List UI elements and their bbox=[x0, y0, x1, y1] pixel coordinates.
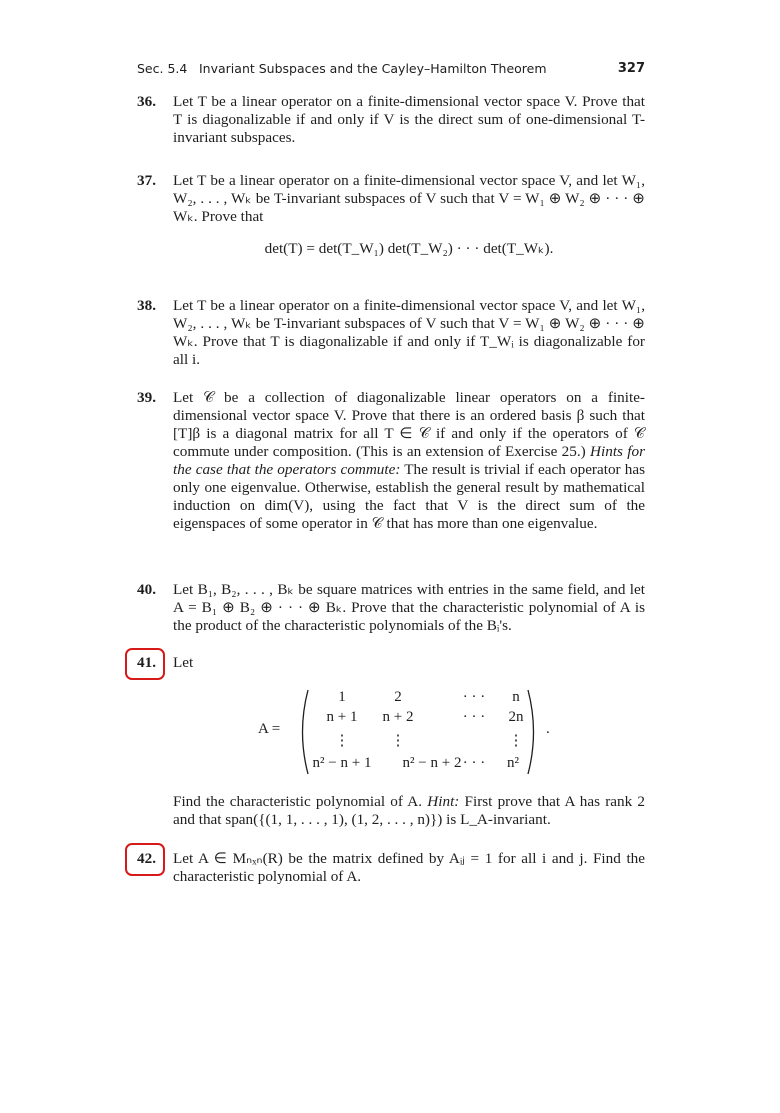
exercise-question: Find the characteristic polynomial of A. bbox=[173, 793, 423, 810]
exercise-39 bbox=[137, 389, 645, 533]
hint-label: Hint: bbox=[427, 793, 460, 810]
hint-text: First prove that A has rank 2 and that span({(1, 1, . . . , 1), (1, 2, . . . , n)}) is L_A-invariant. bbox=[173, 793, 646, 828]
exercise-number: 41. bbox=[137, 654, 156, 671]
matrix-cell: ⋮ bbox=[508, 733, 524, 749]
exercise-41-body bbox=[137, 793, 645, 829]
exercise-text: Let A ∈ Mₙₓₙ(R) be the matrix defined by Aᵢⱼ = 1 for all i and j. Find the characteristic polynomial of A. bbox=[173, 850, 645, 885]
hint-text: The result is trivial if each operator has only one eigenvalue. Otherwise, establish the general result by mathematical induction on dim(V), using the fact that V is the direct sum of the eigenspaces of some operator in 𝒞 that has more than one eigenvalue. bbox=[173, 461, 645, 532]
exercise-number: 39. bbox=[137, 389, 156, 406]
matrix-cell: n + 1 bbox=[326, 709, 358, 725]
exercise-text: Let T be a linear operator on a finite-dimensional vector space V. Prove that T is diagonalizable if and only if V is the direct sum of one-dimensional T-invariant subspaces. bbox=[173, 93, 645, 146]
right-paren bbox=[526, 688, 540, 776]
matrix-cell: n² − n + 1 bbox=[312, 755, 372, 771]
matrix-label: A = bbox=[258, 721, 281, 737]
exercise-38 bbox=[137, 297, 645, 369]
exercise-36 bbox=[137, 93, 645, 147]
exercise-41 bbox=[137, 654, 645, 672]
exercise-number: 37. bbox=[137, 172, 156, 189]
exercise-42 bbox=[137, 850, 645, 886]
exercise-text: Let B₁, B₂, . . . , Bₖ be square matrices with entries in the same field, and let A = B₁ ⊕ B₂ ⊕ · · · ⊕ Bₖ. Prove that the characteristic polynomial of A is the product of the characteristic polynomials of the Bᵢ's. bbox=[173, 581, 645, 634]
matrix-cell: n² bbox=[507, 755, 519, 771]
section-label: Sec. 5.4 bbox=[137, 61, 188, 76]
matrix-cell: ⋮ bbox=[334, 733, 350, 749]
exercise-intro: Let bbox=[173, 654, 194, 671]
hint-label: Hints for the case that the operators commute: bbox=[173, 443, 645, 478]
matrix-cell: 2 bbox=[394, 689, 402, 705]
exercise-number: 42. bbox=[137, 850, 156, 867]
exercise-number: 38. bbox=[137, 297, 156, 314]
matrix-period: . bbox=[546, 721, 550, 737]
exercise-40 bbox=[137, 581, 645, 635]
matrix-cell: ⋮ bbox=[390, 733, 406, 749]
exercise-text: Let T be a linear operator on a finite-dimensional vector space V, and let W₁, W₂, . . . , Wₖ be T-invariant subspaces of V such that V = W₁ ⊕ W₂ ⊕ · · · ⊕ Wₖ. Prove that bbox=[173, 172, 645, 225]
matrix-cell: · · · bbox=[462, 755, 486, 771]
exercise-text bbox=[173, 389, 645, 533]
exercise-text: Let T be a linear operator on a finite-dimensional vector space V, and let W₁, W₂, . . . , Wₖ be T-invariant subspaces of V such that V = W₁ ⊕ W₂ ⊕ · · · ⊕ Wₖ. Prove that T is diagonalizable if and only if T_Wᵢ is diagonalizable for all i. bbox=[173, 297, 645, 368]
section-title: Invariant Subspaces and the Cayley–Hamilton Theorem bbox=[199, 61, 547, 76]
exercise-body: Let 𝒞 be a collection of diagonalizable linear operators on a finite-dimensional vector space V. Prove that there is an ordered basis β such that [T]β is a diagonal matrix for all T ∈ 𝒞 if and only if the operators of 𝒞 commute under composition. (This is an extension of Exercise 25.) bbox=[173, 389, 645, 460]
matrix-cell: 1 bbox=[338, 689, 346, 705]
exercise-37 bbox=[137, 172, 645, 258]
exercise-text bbox=[173, 793, 645, 829]
exercise-number: 36. bbox=[137, 93, 156, 110]
page-header bbox=[137, 59, 645, 81]
matrix-cell: 2n bbox=[508, 709, 524, 725]
exercise-number: 40. bbox=[137, 581, 156, 598]
matrix-cell: · · · bbox=[462, 709, 486, 725]
matrix-cell: n + 2 bbox=[382, 709, 414, 725]
matrix-cell: n² − n + 2 bbox=[402, 755, 462, 771]
matrix-a bbox=[258, 688, 588, 776]
page-number: 327 bbox=[617, 61, 645, 76]
matrix-cell: n bbox=[512, 689, 520, 705]
matrix-cell: · · · bbox=[462, 689, 486, 705]
determinant-formula: det(T) = det(T_W₁) det(T_W₂) · · · det(T_Wₖ). bbox=[264, 240, 554, 257]
